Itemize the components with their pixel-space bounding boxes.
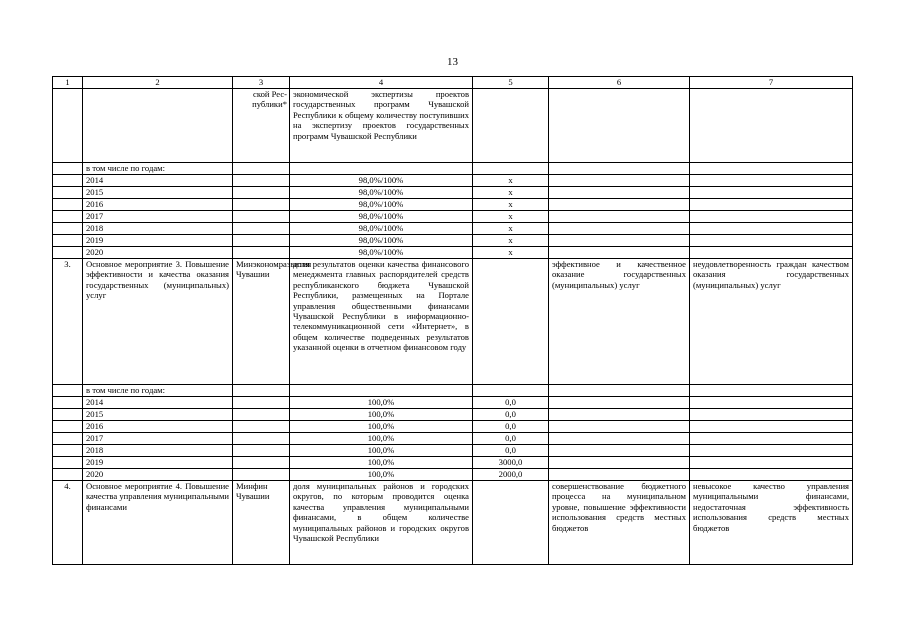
table-cell [53,421,83,433]
header-cell: 6 [549,77,690,89]
table-cell [549,469,690,481]
table-cell [690,421,853,433]
table-cell [549,433,690,445]
actual-value-cell: 0,0 [473,409,549,421]
table-cell [549,397,690,409]
table-cell [473,385,549,397]
table-cell [233,223,290,235]
years-label-row [53,385,853,397]
target-value-cell: 100,0% [290,445,473,457]
year-cell: 2018 [83,223,233,235]
table-cell [233,457,290,469]
year-row [53,457,853,469]
target-value-cell: 100,0% [290,409,473,421]
table-cell [233,175,290,187]
target-value-cell: 98,0%/100% [290,199,473,211]
year-cell: 2014 [83,397,233,409]
actual-value-cell: 0,0 [473,445,549,457]
indicator-cell: доля результатов оценки качества финансового менеджмента главных распорядителей средств республиканского бюджета Чувашской Республики, размещенных на Портале управления общественными финансами Чувашской Республики в информационно-телекоммуникационной сети «Интернет», в общем количестве подведенных результатов указанной оценки в отчетном финансовом году [290,259,473,385]
table-cell [473,481,549,565]
table-cell [53,445,83,457]
actual-value-cell: х [473,199,549,211]
year-cell: 2016 [83,421,233,433]
table-cell [233,469,290,481]
table-cell [233,235,290,247]
table-cell [53,187,83,199]
table-cell [290,385,473,397]
table-cell [53,397,83,409]
actual-value-cell: 0,0 [473,421,549,433]
actual-value-cell: х [473,175,549,187]
table-cell [690,211,853,223]
page-number: 13 [447,56,458,68]
year-cell: 2017 [83,211,233,223]
table-cell [233,421,290,433]
table-cell [233,397,290,409]
table-cell [690,187,853,199]
risk-cell: невысокое качество управления муниципальными финансами, недостаточная эффективность использования средств местных бюджетов [690,481,853,565]
table-cell [233,385,290,397]
table-cell [233,211,290,223]
table-cell [53,175,83,187]
year-cell: 2020 [83,247,233,259]
table-cell [549,421,690,433]
table-cell [549,187,690,199]
table-cell [53,409,83,421]
actual-value-cell: 0,0 [473,397,549,409]
table-cell [53,199,83,211]
actual-value-cell: 0,0 [473,433,549,445]
year-cell: 2015 [83,409,233,421]
years-label: в том числе по годам: [83,385,233,397]
target-value-cell: 98,0%/100% [290,223,473,235]
target-value-cell: 100,0% [290,433,473,445]
actual-value-cell: х [473,187,549,199]
table-cell [549,409,690,421]
years-label-row [53,163,853,175]
header-cell: 4 [290,77,473,89]
target-value-cell: 98,0%/100% [290,187,473,199]
target-value-cell: 100,0% [290,421,473,433]
table-cell [690,397,853,409]
year-row [53,445,853,457]
table-cell [549,199,690,211]
table-cell [690,223,853,235]
table-cell [549,457,690,469]
header-cell: 5 [473,77,549,89]
expected-result-cell: совершенствование бюджетного процесса на муниципальном уровне, повышение эффективности использования средств местных бюджетов [549,481,690,565]
year-cell: 2019 [83,235,233,247]
actual-value-cell: 3000,0 [473,457,549,469]
table-cell [690,469,853,481]
actual-value-cell: х [473,211,549,223]
year-row [53,397,853,409]
table-cell [549,175,690,187]
years-label: в том числе по годам: [83,163,233,175]
table-cell [690,409,853,421]
target-value-cell: 100,0% [290,457,473,469]
year-row [53,199,853,211]
table-cell [549,445,690,457]
table-cell [690,235,853,247]
table-cell [690,247,853,259]
year-row [53,421,853,433]
measure-number-cell: 3. [53,259,83,385]
indicator-cell: экономической экспертизы проектов государственных программ Чувашской Республики к общему количеству поступивших на экспертизу проектов государственных программ Чувашской Республики [290,89,473,163]
year-row [53,187,853,199]
year-cell: 2017 [83,433,233,445]
table-cell [233,187,290,199]
year-row [53,433,853,445]
header-cell: 7 [690,77,853,89]
target-value-cell: 98,0%/100% [290,235,473,247]
measure-row [53,481,853,565]
year-cell: 2018 [83,445,233,457]
header-cell: 3 [233,77,290,89]
table-cell [690,199,853,211]
measure-row [53,259,853,385]
table-cell [690,445,853,457]
table-cell [549,247,690,259]
header-row [53,77,853,89]
table-cell [233,445,290,457]
table-cell [53,211,83,223]
target-value-cell: 100,0% [290,469,473,481]
actual-value-cell: х [473,247,549,259]
table-cell [690,385,853,397]
table-cell [690,433,853,445]
table-cell [549,211,690,223]
actual-value-cell: х [473,223,549,235]
table-cell [549,235,690,247]
target-value-cell: 98,0%/100% [290,247,473,259]
target-value-cell: 98,0%/100% [290,175,473,187]
year-cell: 2016 [83,199,233,211]
year-cell: 2014 [83,175,233,187]
actual-value-cell: х [473,235,549,247]
table-cell [53,433,83,445]
table-cell [549,223,690,235]
table-cell [233,247,290,259]
measure-name-cell: Основное мероприятие 4. Повышение качества управления муниципальными финансами [83,481,233,565]
year-row [53,235,853,247]
risk-cell: неудовлетворенность граждан качеством оказания государственных (муниципальных) услуг [690,259,853,385]
table-cell [690,175,853,187]
responsible-cell: Минэкономразвития Чувашии [233,259,290,385]
table-cell [53,247,83,259]
target-value-cell: 100,0% [290,397,473,409]
year-cell: 2020 [83,469,233,481]
year-cell: 2015 [83,187,233,199]
table-cell [53,385,83,397]
table-cell [549,385,690,397]
year-row [53,211,853,223]
expected-result-cell: эффективное и качественное оказание государственных (муниципальных) услуг [549,259,690,385]
table-cell [690,457,853,469]
year-cell: 2019 [83,457,233,469]
table-cell [233,199,290,211]
year-row [53,247,853,259]
actual-value-cell: 2000,0 [473,469,549,481]
table-cell [53,235,83,247]
table-cell [233,409,290,421]
table-cell [53,469,83,481]
header-cell: 2 [83,77,233,89]
indicator-cell: доля муниципальных районов и городских округов, по которым проводится оценка качества управления муниципальными финансами, в общем количестве муниципальных районов и городских округов Чувашской Республики [290,481,473,565]
year-row [53,175,853,187]
header-cell: 1 [53,77,83,89]
year-row [53,223,853,235]
table-cell [473,259,549,385]
year-row [53,469,853,481]
responsible-cell: ской Рес-публики* [233,89,290,163]
program-measures-table [52,76,853,565]
responsible-cell: Минфин Чувашии [233,481,290,565]
table-cell [233,433,290,445]
table-cell [53,457,83,469]
measure-name-cell: Основное мероприятие 3. Повышение эффективности и качества оказания государственных (муниципальных) услуг [83,259,233,385]
table-cell [53,223,83,235]
measure-number-cell: 4. [53,481,83,565]
year-row [53,409,853,421]
target-value-cell: 98,0%/100% [290,211,473,223]
continuation-row [53,89,853,163]
